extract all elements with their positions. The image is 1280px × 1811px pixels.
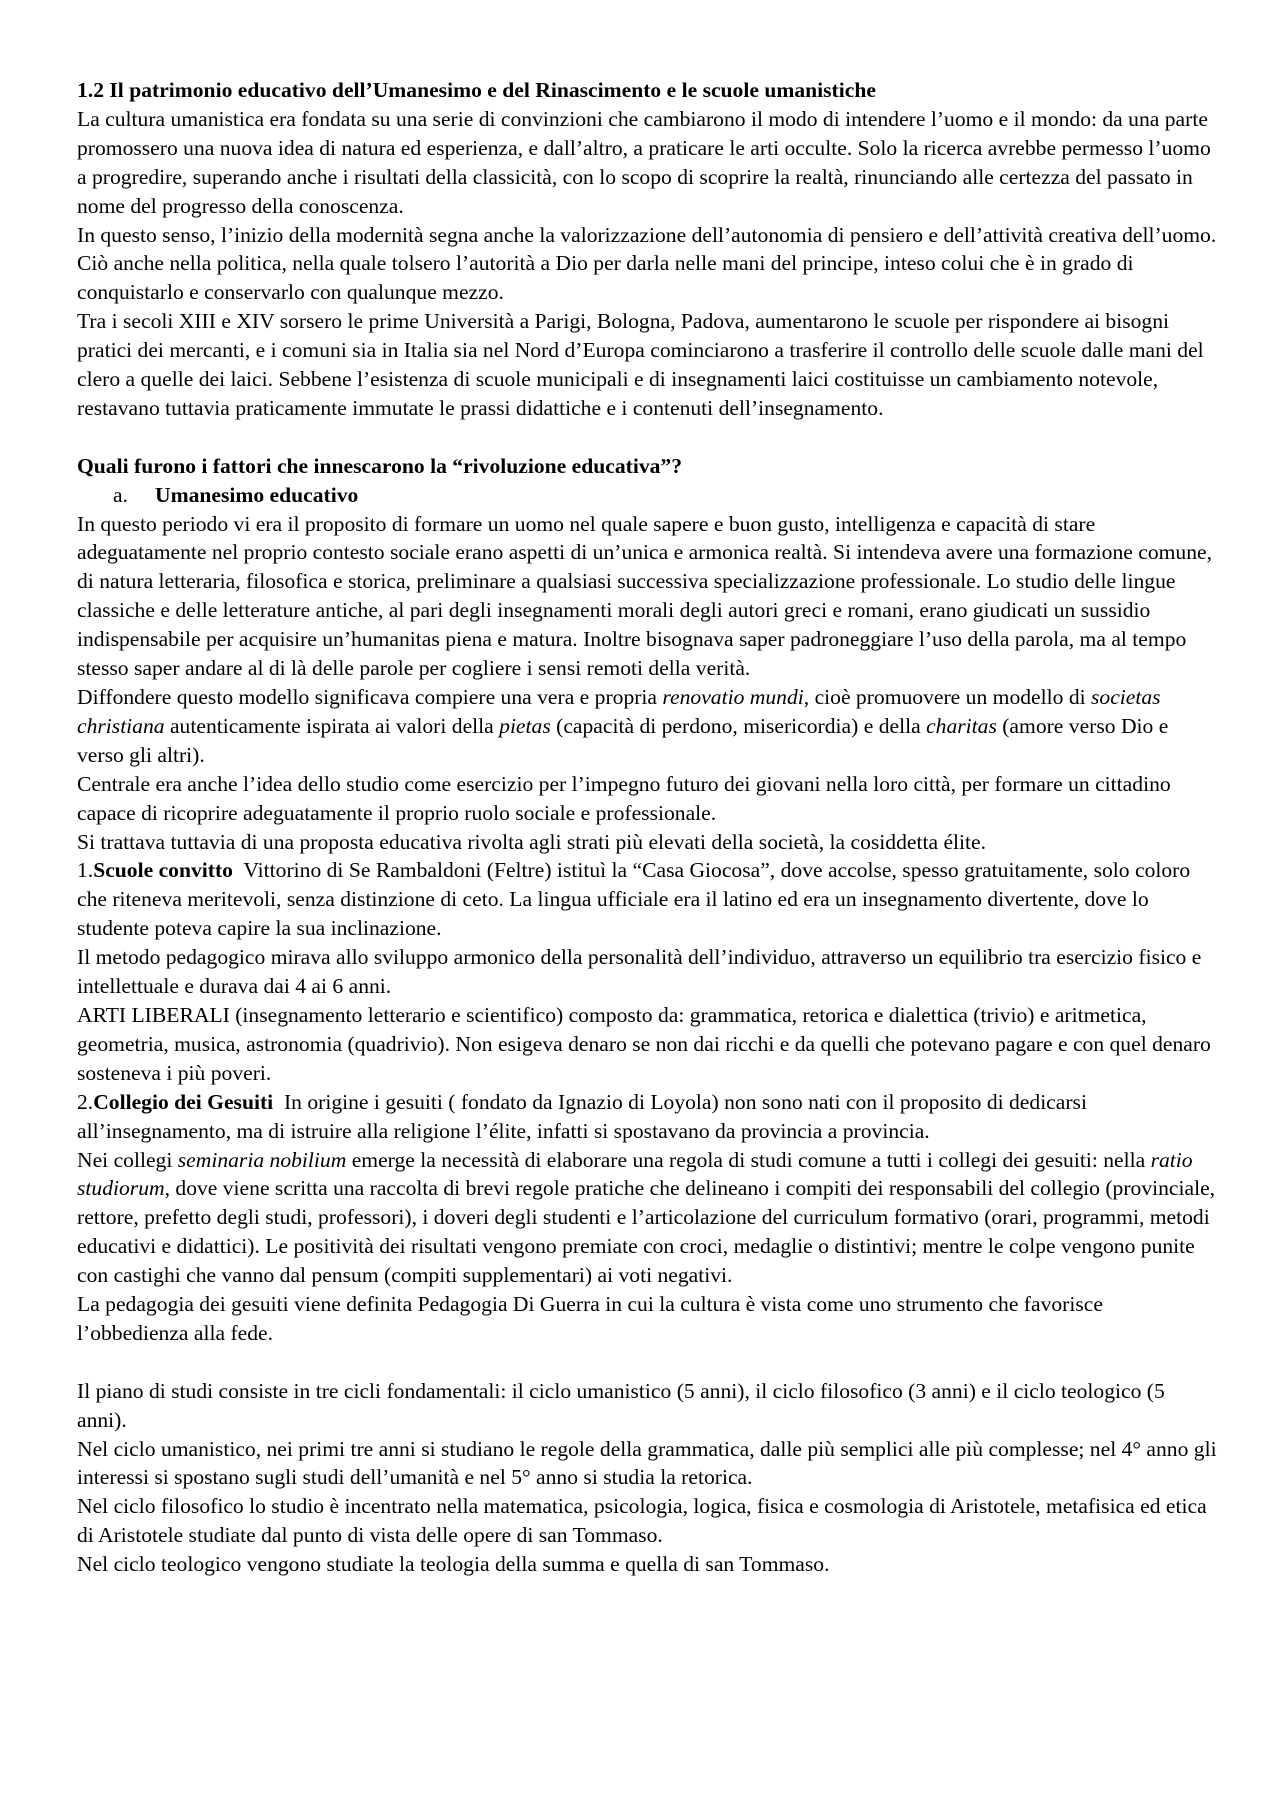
item-number: 2.	[77, 1089, 94, 1114]
seminaria-paragraph: Nei collegi seminaria nobilium emerge la necessità di elaborare una regola di studi comune a tutti i collegi dei gesuiti: nella ratio studiorum, dove viene scritta una raccolta di brevi regole pratiche che delineano i compiti dei responsabili del collegio (provinciale, rettore, prefetto degli studi, professori), i doveri degli studenti e l’articolazione del curriculum formativo (orari, programmi, metodi educativi e didattici). Le positività dei risultati vengono premiate con croci, medaglie o distintivi; mentre le colpe vengono punite con castighi che vanno dal pensum (compiti supplementari) ai voti negativi.	[77, 1147, 1216, 1288]
piano-paragraph-4: Nel ciclo teologico vengono studiate la teologia della summa e quella di san Tommaso.	[77, 1552, 830, 1577]
list-marker: a.	[113, 482, 128, 507]
renovatio-paragraph: Diffondere questo modello significava compiere una vera e propria renovatio mundi, cioè promuovere un modello di societas christiana autenticamente ispirata ai valori della pietas (capacità di perdono, misericordia) e della charitas (amore verso Dio e verso gli altri).	[77, 685, 1169, 767]
metodo-paragraph: Il metodo pedagogico mirava allo sviluppo armonico della personalità dell’individuo, attraverso un equilibrio tra esercizio fisico e intellettuale e durava dai 4 ai 6 anni.	[77, 945, 1202, 999]
list-item-umanesimo	[77, 481, 1217, 510]
intro-paragraph-2: In questo senso, l’inizio della modernità segna anche la valorizzazione dell’autonomia di pensiero e dell’attività creativa dell’uomo. Ciò anche nella politica, nella quale tolsero l’autorità a Dio per darla nelle mani del principe, inteso colui che è in grado di conquistarlo e conservarlo con qualunque mezzo.	[77, 222, 1217, 305]
intro-paragraph-3: Tra i secoli XIII e XIV sorsero le prime Università a Parigi, Bologna, Padova, aumentarono le scuole per rispondere ai bisogni pratici dei mercanti, e i comuni sia in Italia sia nel Nord d’Europa cominciarono a trasferire il controllo delle scuole dalle mani del clero a quelle dei laici. Sebbene l’esistenza di scuole municipali e di insegnamenti laici costituisse un cambiamento notevole, restavano tuttavia praticamente immutate le prassi didattiche e i contenuti dell’insegnamento.	[77, 309, 1204, 420]
scuole-convitto-paragraph: 1.Scuole convitto Vittorino di Se Rambaldoni (Feltre) istituì la “Casa Giocosa”, dove accolse, spesso gratuitamente, solo coloro che riteneva meritevoli, senza distinzione di ceto. La lingua ufficiale era il latino ed era un insegnamento divertente, dove lo studente poteva capire la sua inclinazione.	[77, 858, 1196, 941]
arti-liberali-paragraph: ARTI LIBERALI (insegnamento letterario e scientifico) composto da: grammatica, retorica e dialettica (trivio) e aritmetica, geometria, musica, astronomia (quadrivio). Non esigeva denaro se non dai ricchi e da quelli che potevano pagare e con quel denaro sosteneva i più poveri.	[77, 1002, 1211, 1085]
section-title: 1.2 Il patrimonio educativo dell’Umanesimo e del Rinascimento e le scuole umanistiche	[77, 78, 876, 102]
piano-paragraph-3: Nel ciclo filosofico lo studio è incentrato nella matematica, psicologia, logica, fisica e cosmologia di Aristotele, metafisica ed etica di Aristotele studiate dal punto di vista delle opere di san Tommaso.	[77, 1494, 1207, 1548]
piano-paragraph-1: Il piano di studi consiste in tre cicli fondamentali: il ciclo umanistico (5 anni), il ciclo filosofico (3 anni) e il ciclo teologico (5 anni).	[77, 1378, 1165, 1432]
piano-paragraph-2: Nel ciclo umanistico, nei primi tre anni si studiano le regole della grammatica, dalle più semplici alle più complesse; nel 4° anno gli interessi si spostano sugli studi dell’umanità e nel 5° anno si studia la retorica.	[77, 1436, 1217, 1490]
term-pietas: pietas	[499, 713, 551, 738]
question-heading: Quali furono i fattori che innescarono la “rivoluzione educativa”?	[77, 453, 683, 478]
term-charitas: charitas	[926, 713, 997, 738]
list-item-title: Umanesimo educativo	[155, 482, 359, 507]
document-page	[77, 76, 1217, 1579]
umanesimo-paragraph-1: In questo periodo vi era il proposito di formare un uomo nel quale sapere e buon gusto, intelligenza e capacità di stare adeguatamente nel proprio contesto sociale erano aspetti di un’unica e armonica realtà. Si intendeva avere una formazione comune, di natura letteraria, filosofica e storica, preliminare a qualsiasi successiva specializzazione professionale. Lo studio delle lingue classiche e delle letterature antiche, al pari degli insegnamenti morali degli autori greci e romani, erano giudicati un sussidio indispensabile per acquisire un’humanitas piena e matura. Inoltre bisognava saper padroneggiare l’uso della parola, ma al tempo stesso saper andare al di là delle parole per cogliere i sensi remoti della verità.	[77, 511, 1212, 681]
term-ratio-studiorum: ratio studiorum	[77, 1147, 1193, 1201]
blank-line	[77, 1348, 1217, 1377]
umanesimo-paragraph-4: Si trattava tuttavia di una proposta educativa rivolta agli strati più elevati della società, la cosiddetta élite.	[77, 829, 987, 854]
collegio-gesuiti-paragraph: 2.Collegio dei Gesuiti In origine i gesuiti ( fondato da Ignazio di Loyola) non sono nati con il proposito di dedicarsi all’insegnamento, ma di istruire alla religione l’élite, infatti si spostavano da provincia a provincia.	[77, 1089, 1093, 1143]
scuole-convitto-title: Scuole convitto	[93, 858, 233, 883]
term-renovatio-mundi: renovatio mundi	[662, 685, 804, 710]
blank-line	[77, 423, 1217, 452]
intro-paragraph-1: La cultura umanistica era fondata su una serie di convinzioni che cambiarono il modo di intendere l’uomo e il mondo: da una parte promossero una nuova idea di natura ed esperienza, e dall’altro, a praticare le arti occulte. Solo la ricerca avrebbe permesso l’uomo a progredire, superando anche i risultati della classicità, con lo scopo di scoprire la realtà, rinunciando alle certezza del passato in nome del progresso della conoscenza.	[77, 106, 1211, 218]
collegio-gesuiti-title: Collegio dei Gesuiti	[93, 1089, 274, 1114]
item-number: 1.	[77, 858, 94, 883]
term-seminaria-nobilium: seminaria nobilium	[177, 1147, 347, 1172]
umanesimo-paragraph-3: Centrale era anche l’idea dello studio come esercizio per l’impegno futuro dei giovani nella loro città, per formare un cittadino capace di ricoprire adeguatamente il proprio ruolo sociale e professionale.	[77, 771, 1171, 825]
term-societas-christiana: societas christiana	[77, 685, 1161, 738]
pedagogia-paragraph: La pedagogia dei gesuiti viene definita Pedagogia Di Guerra in cui la cultura è vista come uno strumento che favorisce l’obbedienza alla fede.	[77, 1292, 1103, 1345]
